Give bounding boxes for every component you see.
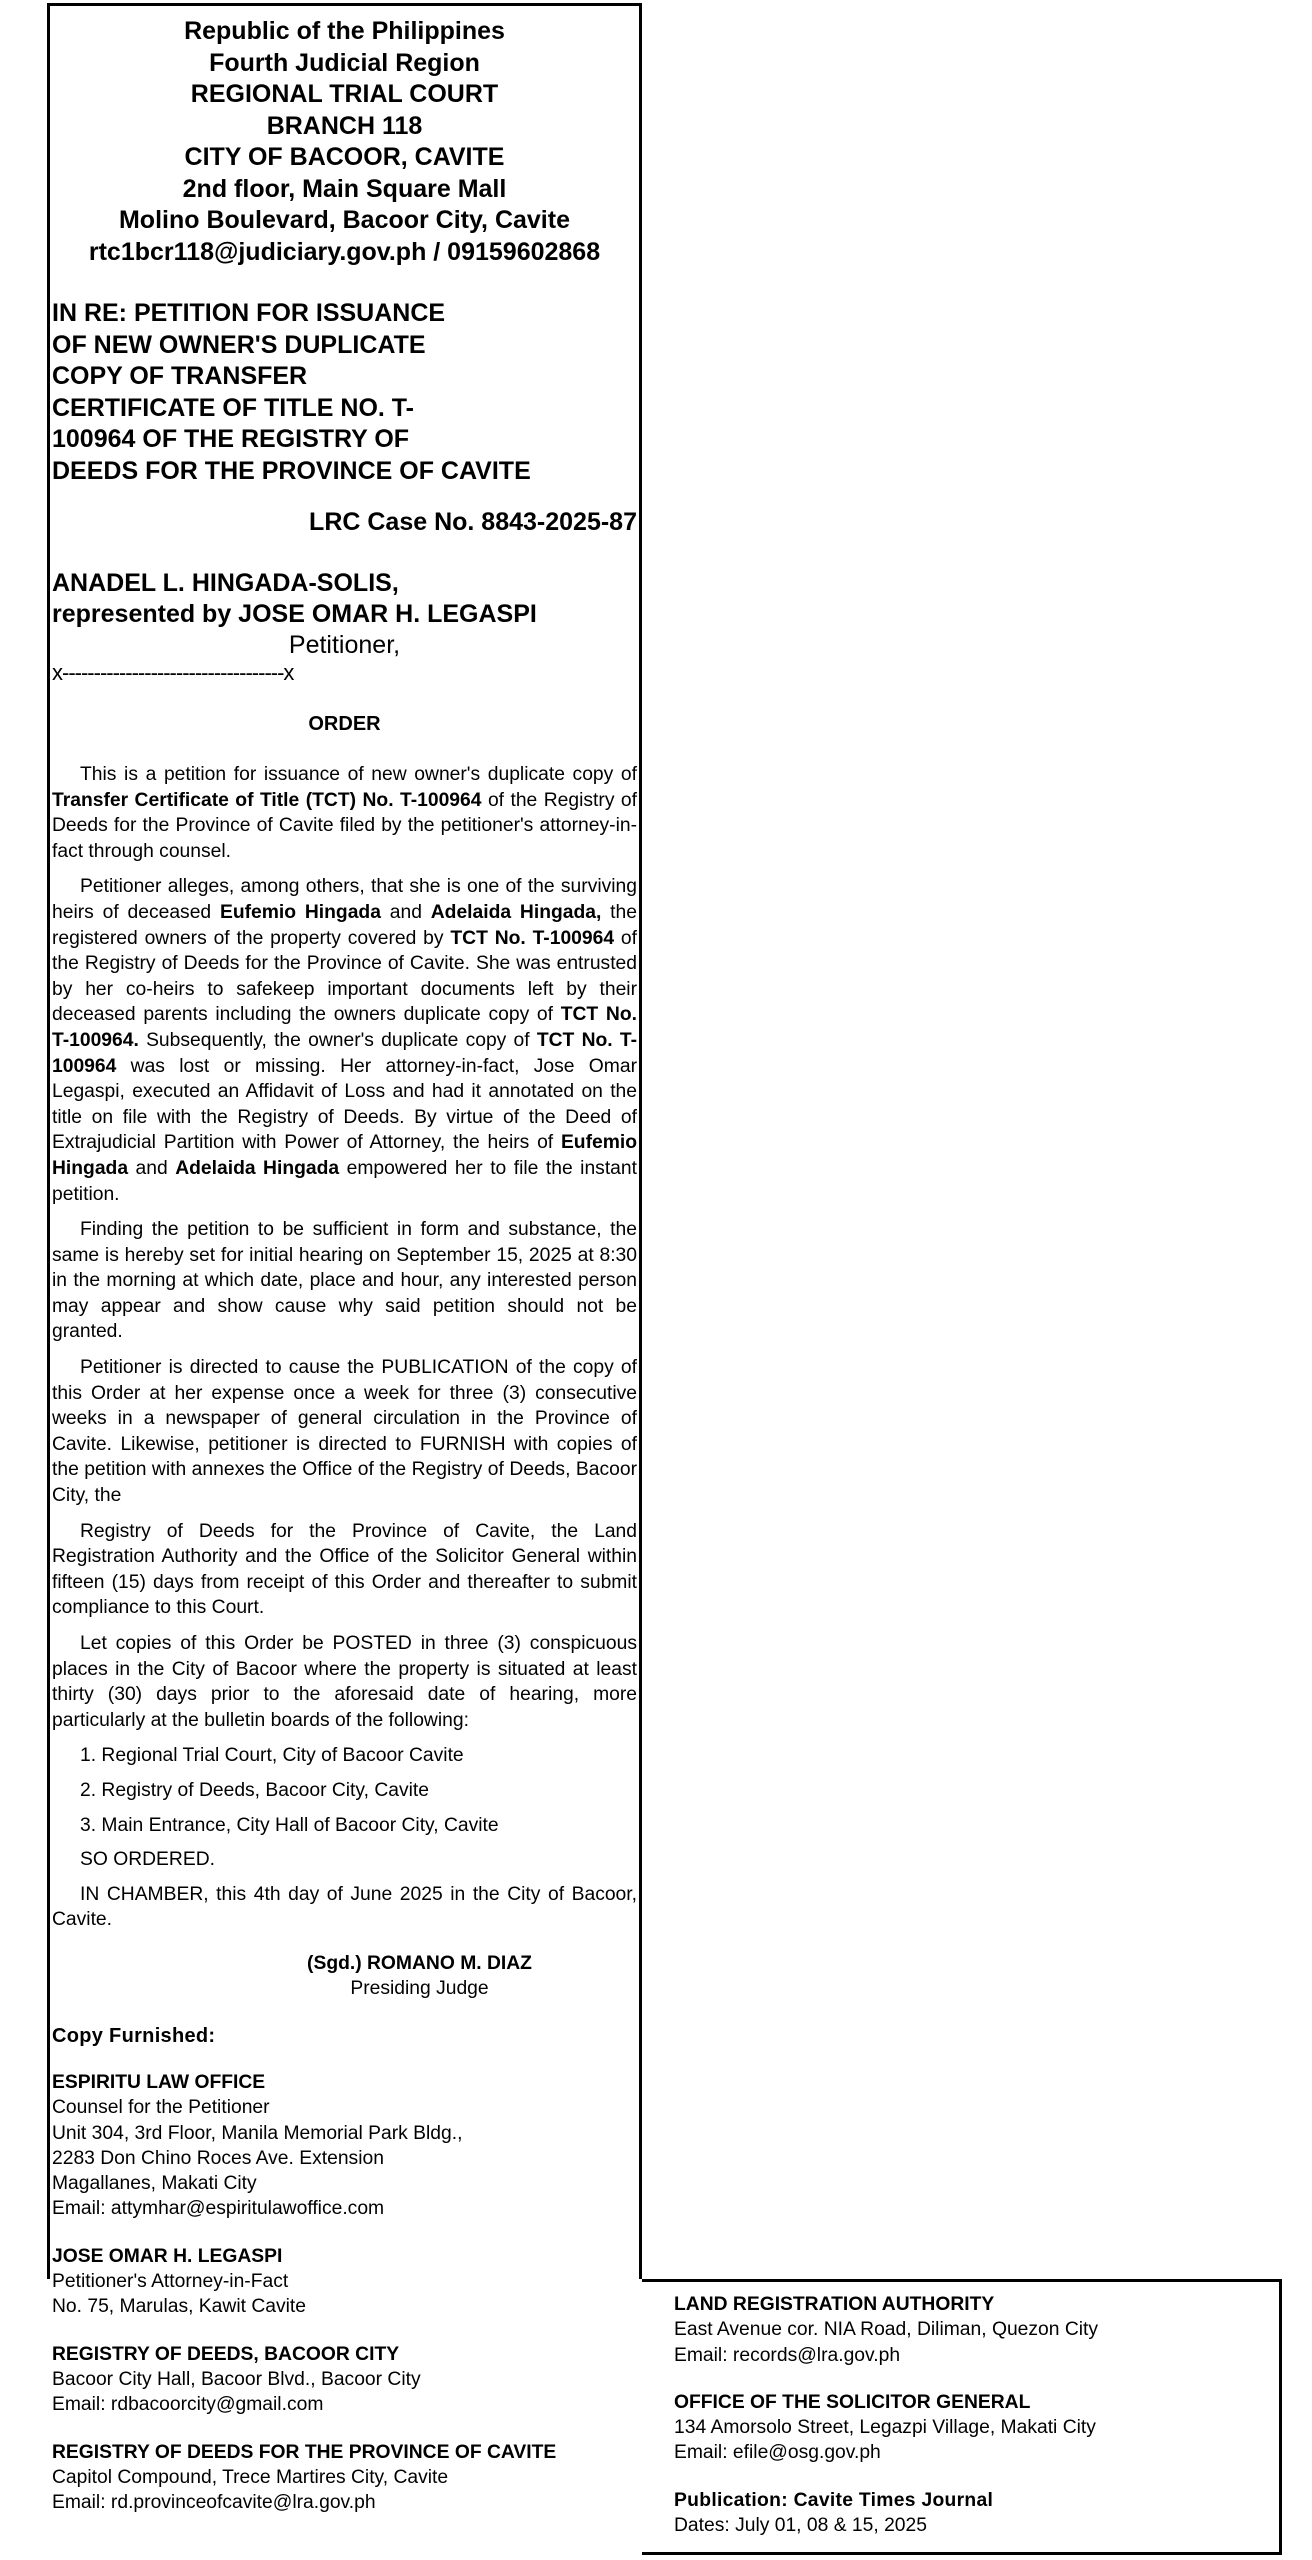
judge-signature [52, 1951, 637, 2001]
caption-line: OF NEW OWNER'S DUPLICATE [52, 330, 426, 359]
recipient-email: Email: rdbacoorcity@gmail.com [52, 2394, 324, 2416]
notice-main-column [52, 16, 637, 2515]
judge-title: Presiding Judge [350, 1977, 489, 1999]
recipient-email: Email: rd.provinceofcavite@lra.gov.ph [52, 2492, 376, 2514]
header-line: 2nd floor, Main Square Mall [182, 174, 507, 203]
recipient-block [52, 2244, 637, 2320]
order-paragraph-4: Petitioner is directed to cause the PUBLICATION of the copy of this Order at her expense once a week for three (3) consecutive weeks in a newspaper of general circulation in the Province of Cavite. Likewise, petitioner is directed to FURNISH with copies of the petition with annexes the Office of the Registry of Deeds, Bacoor City, the [52, 1357, 637, 1507]
recipient-line: Petitioner's Attorney-in-Fact [52, 2271, 289, 2293]
posting-place-item: 3. Main Entrance, City Hall of Bacoor City, Cavite [80, 1814, 499, 1836]
chamber-paragraph: IN CHAMBER, this 4th day of June 2025 in the City of Bacoor, Cavite. [52, 1883, 637, 1931]
court-header [52, 16, 637, 268]
header-line: REGIONAL TRIAL COURT [190, 80, 499, 108]
recipient-block [52, 2070, 637, 2222]
recipient-block [674, 2292, 1264, 2368]
caption-line: COPY OF TRANSFER [52, 362, 308, 390]
recipient-line: No. 75, Marulas, Kawit Cavite [52, 2296, 306, 2318]
recipient-block [674, 2390, 1264, 2466]
header-line: Republic of the Philippines [184, 17, 505, 45]
publication-dates: Dates: July 01, 08 & 15, 2025 [674, 2515, 927, 2537]
recipient-line: Magallanes, Makati City [52, 2173, 257, 2195]
separator-line: x-----------------------------------x [52, 660, 294, 685]
caption-line: DEEDS FOR THE PROVINCE OF CAVITE [52, 456, 531, 485]
recipient-block [52, 2342, 637, 2418]
order-paragraph-5: Registry of Deeds for the Province of Cavite, the Land Registration Authority and the Office of the Solicitor General within fifteen (15) days from receipt of this Order and thereafter to submit compliance to this Court. [52, 1520, 637, 1619]
petitioner-name: ANADEL L. HINGADA-SOLIS, [52, 569, 399, 597]
recipient-email: Email: efile@osg.gov.ph [674, 2442, 881, 2464]
caption-line: 100964 OF THE REGISTRY OF [52, 425, 410, 453]
recipient-line: Bacoor City Hall, Bacoor Blvd., Bacoor City [52, 2368, 421, 2390]
recipient-line: 2283 Don Chino Roces Ave. Extension [52, 2147, 384, 2169]
header-line: CITY OF BACOOR, CAVITE [184, 143, 505, 171]
recipient-email: Email: records@lra.gov.ph [674, 2344, 901, 2366]
copy-furnished-title: Copy Furnished: [52, 2024, 216, 2047]
publication-block [674, 2488, 1264, 2539]
petitioner-representative: represented by JOSE OMAR H. LEGASPI [52, 600, 537, 628]
recipient-line: East Avenue cor. NIA Road, Diliman, Quezon City [674, 2319, 1099, 2341]
case-caption [52, 298, 637, 487]
header-line: BRANCH 118 [266, 111, 423, 140]
order-paragraph-2: Petitioner alleges, among others, that she is one of the surviving heirs of deceased Eufemio Hingada and Adelaida Hingada, the registered owners of the property covered by TCT No. T-100964 of the Registry of Deeds for the Province of Cavite. She was entrusted by her co-heirs to safekeep important documents left by their deceased parents including the owners duplicate copy of TCT No. T-100964. Subsequently, the owner's duplicate copy of TCT No. T-100964 was lost or missing. Her attorney-in-fact, Jose Omar Legaspi, executed an Affidavit of Loss and had it annotated on the title on file with the Registry of Deeds. By virtue of the Deed of Extrajudicial Partition with Power of Attorney, the heirs of Eufemio Hingada and Adelaida Hingada empowered her to file the instant petition. [52, 876, 637, 1205]
recipient-line: Unit 304, 3rd Floor, Manila Memorial Park Bldg., [52, 2122, 463, 2144]
caption-line: IN RE: PETITION FOR ISSUANCE [52, 299, 446, 327]
so-ordered: SO ORDERED. [80, 1849, 215, 1871]
header-line: Molino Boulevard, Bacoor City, Cavite [118, 206, 570, 234]
recipient-name: REGISTRY OF DEEDS FOR THE PROVINCE OF CAVITE [52, 2441, 557, 2463]
petitioner-role: Petitioner, [288, 631, 401, 659]
order-title: ORDER [308, 713, 381, 735]
recipient-email: Email: attymhar@espiritulawoffice.com [52, 2198, 385, 2220]
caption-line: CERTIFICATE OF TITLE NO. T- [52, 393, 415, 422]
petitioner-block [52, 568, 637, 630]
recipient-block [52, 2440, 637, 2516]
posting-place-item: 2. Registry of Deeds, Bacoor City, Cavite [80, 1779, 429, 1801]
judge-name: (Sgd.) ROMANO M. DIAZ [307, 1952, 532, 1974]
recipient-name: REGISTRY OF DEEDS, BACOOR CITY [52, 2343, 400, 2365]
order-paragraph-3: Finding the petition to be sufficient in form and substance, the same is hereby set for initial hearing on September 15, 2025 at 8:30 in the morning at which date, place and hour, any interested person may appear and show cause why said petition should not be granted. [52, 1219, 637, 1343]
order-paragraph-6: Let copies of this Order be POSTED in three (3) conspicuous places in the City of Bacoor where the property is situated at least thirty (30) days prior to the aforesaid date of hearing, more particularly at the bulletin boards of the following: [52, 1633, 637, 1731]
recipient-line: Counsel for the Petitioner [52, 2097, 270, 2119]
order-paragraph-1: This is a petition for issuance of new owner's duplicate copy of Transfer Certificate of Title (TCT) No. T-100964 of the Registry of Deeds for the Province of Cavite filed by the petitioner's attorney-in-fact through counsel. [52, 764, 637, 862]
recipient-name: LAND REGISTRATION AUTHORITY [674, 2294, 995, 2315]
header-line: rtc1bcr118@judiciary.gov.ph / 09159602868 [88, 237, 601, 266]
recipient-name: ESPIRITU LAW OFFICE [52, 2071, 266, 2093]
recipient-line: 134 Amorsolo Street, Legazpi Village, Makati City [674, 2417, 1096, 2439]
notice-right-column [674, 2292, 1264, 2560]
recipient-name: JOSE OMAR H. LEGASPI [52, 2245, 283, 2267]
header-line: Fourth Judicial Region [209, 48, 480, 77]
recipient-line: Capitol Compound, Trece Martires City, Cavite [52, 2466, 449, 2488]
posting-place-item: 1. Regional Trial Court, City of Bacoor Cavite [80, 1745, 464, 1767]
recipient-name: OFFICE OF THE SOLICITOR GENERAL [674, 2391, 1031, 2413]
publication-label: Publication: Cavite Times Journal [674, 2489, 994, 2511]
case-number: LRC Case No. 8843-2025-87 [309, 508, 637, 536]
